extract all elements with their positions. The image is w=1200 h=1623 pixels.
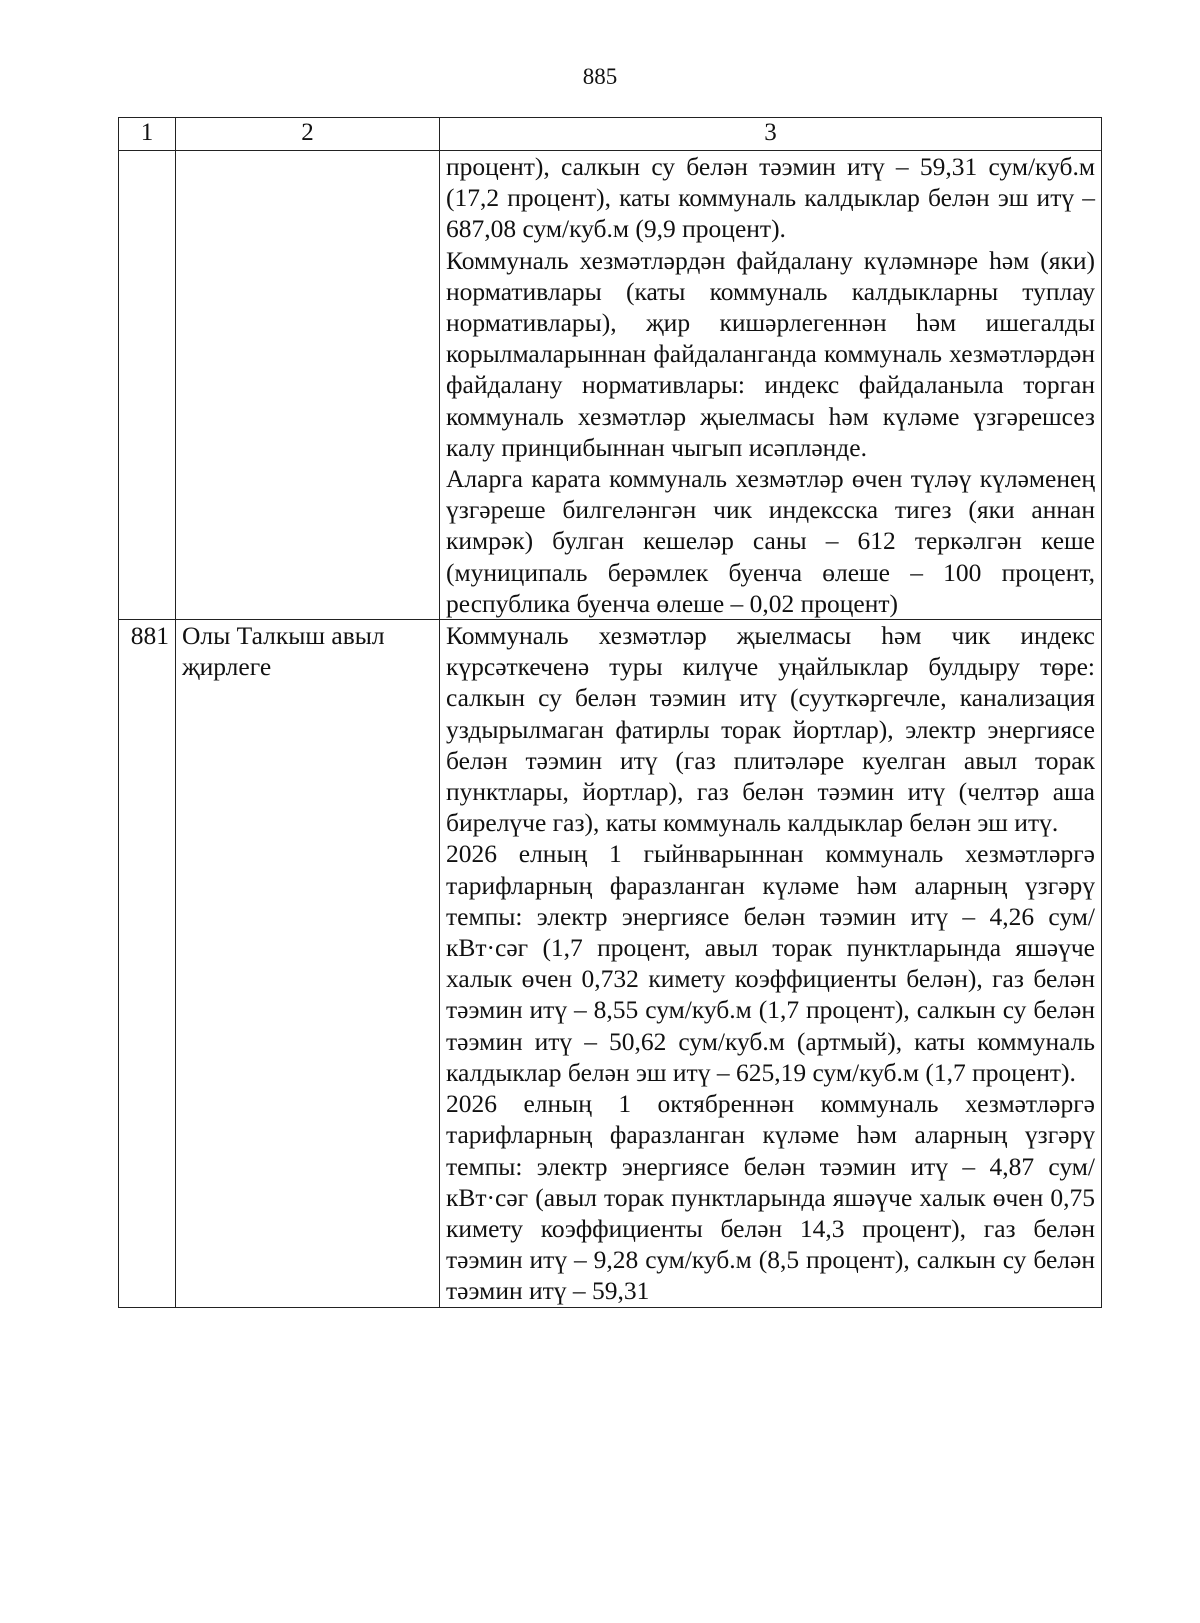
column-header-1: 1 xyxy=(119,118,176,151)
text-paragraph: 2026 елның 1 октябреннән коммуналь хезмәтләргә тарифларның фаразланган күләме һәм аларның үзгәрү темпы: электр энергиясе белән тәэмин итү – 4,87 сум/кВт·сәг (авыл торак пунктларында яшәүче халык өчен 0,75 кимету коэффициенты белән 14,3 процент), газ белән тәэмин итү – 9,28 сум/куб.м (8,5 процент), салкын су белән тәэмин итү – 59,31 xyxy=(446,1089,1095,1306)
column-header-2: 2 xyxy=(176,118,440,151)
data-table xyxy=(118,117,1102,1308)
row-number-cell xyxy=(119,151,176,620)
row-name-cell: Олы Талкыш авыл җирлеге xyxy=(176,620,440,1307)
row-text-cell xyxy=(440,151,1102,620)
text-paragraph: Аларга карата коммуналь хезмәтләр өчен түләү күләменең үзгәреше билгеләнгән чик индексска тигез (яки аннан кимрәк) булган кешеләр саны – 612 теркәлгән кеше (муниципаль берәмлек буенча өлеше – 100 процент, республика буенча өлеше – 0,02 процент) xyxy=(446,464,1095,618)
text-paragraph: Коммуналь хезмәтләр җыелмасы һәм чик индекс күрсәткеченә туры килүче уңайлыклар булдыру төре: салкын су белән тәэмин итү (сууткәргечле, канализация уздырылмаган фатирлы торак йортлар), электр энергиясе белән тәэмин итү (газ плитәләре куелган авыл торак пунктлары, йортлар), газ белән тәэмин итү (челтәр аша бирелүче газ), каты коммуналь калдыклар белән эш итү. xyxy=(446,621,1095,838)
row-text-cell xyxy=(440,620,1102,1307)
text-paragraph: Коммуналь хезмәтләрдән файдалану күләмнәре һәм (яки) нормативлары (каты коммуналь калдыкларны туплау нормативлары), җир кишәрлегеннән һәм ишегалды корылмаларыннан файдаланганда коммуналь хезмәтләрдән файдалану нормативлары: индекс файдаланыла торган коммуналь хезмәтләр җыелмасы һәм күләме үзгәрешсез калу принцибыннан чыгып исәпләнде. xyxy=(446,245,1095,462)
text-paragraph: процент), салкын су белән тәэмин итү – 59,31 сум/куб.м (17,2 процент), каты коммуналь калдыклар белән эш итү – 687,08 сум/куб.м (9,9 процент). xyxy=(446,152,1095,244)
table-header-row xyxy=(119,118,1102,151)
row-name-cell xyxy=(176,151,440,620)
table-row xyxy=(119,620,1102,1307)
text-paragraph: 2026 елның 1 гыйнварыннан коммуналь хезмәтләргә тарифларның фаразланган күләме һәм аларның үзгәрү темпы: электр энергиясе белән тәэмин итү – 4,26 сум/кВт·сәг (1,7 процент, авыл торак пунктларында яшәүче халык өчен 0,732 кимету коэффициенты белән), газ белән тәэмин итү – 8,55 сум/куб.м (1,7 процент), салкын су белән тәэмин итү – 50,62 сум/куб.м (артмый), каты коммуналь калдыклар белән эш итү – 625,19 сум/куб.м (1,7 процент). xyxy=(446,839,1095,1087)
page-number: 885 xyxy=(582,64,618,89)
table-row xyxy=(119,151,1102,620)
column-header-3: 3 xyxy=(440,118,1102,151)
row-number-cell: 881 xyxy=(119,620,176,1307)
